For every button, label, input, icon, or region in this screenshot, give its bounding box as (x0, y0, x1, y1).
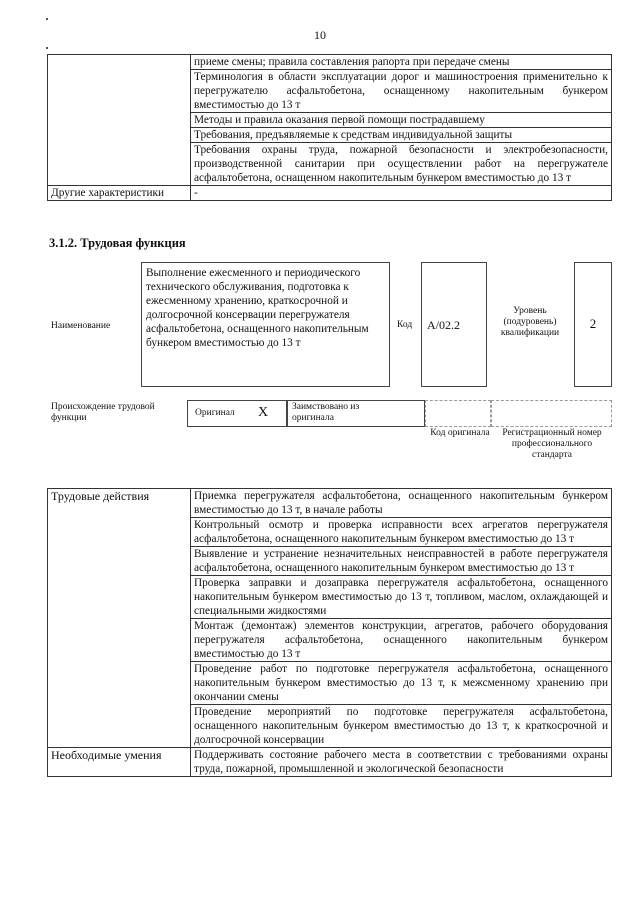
code-original-caption: Код оригинала (430, 428, 490, 438)
page-number: 10 (314, 28, 326, 42)
section-title: 3.1.2. Трудовая функция (49, 236, 186, 250)
row-text: Методы и правила оказания первой помощи пострадавшему (191, 113, 612, 128)
reg-number-box (491, 400, 612, 427)
row-text: Выявление и устранение незначительных неисправностей в работе перегружателя асфальтобетона, оснащенного накопительным бункером вместимостью до 13 т (191, 547, 612, 576)
row-text: - (191, 186, 612, 201)
row-text: Приемка перегружателя асфальтобетона, оснащенного накопительным бункером вместимостью до 13 т, в начале работы (191, 489, 612, 518)
table-row (48, 748, 612, 777)
code-value: A/02.2 (427, 318, 460, 332)
row-text: приеме смены; правила составления рапорта при передаче смены (191, 55, 612, 70)
top-knowledge-table (47, 54, 612, 201)
row-text: Проведение работ по подготовке перегружателя асфальтобетона, оснащенного накопительным бункером вместимостью до 13 т, к межсменному хранению при окончании смены (191, 662, 612, 705)
original-label: Оригинал (195, 408, 235, 418)
table-row (48, 489, 612, 518)
labor-actions-table (47, 488, 612, 777)
code-label: Код (397, 320, 413, 330)
name-label: Наименование (51, 321, 111, 331)
level-label: Уровень (подуровень) квалификации (500, 306, 560, 338)
row-text: Поддерживать состояние рабочего места в соответствии с требованиями охраны труда, пожарной, промышленной и экологической безопасности (191, 748, 612, 777)
row-label: Необходимые умения (48, 748, 191, 777)
original-mark: X (258, 405, 269, 420)
row-text: Терминология в области эксплуатации дорог и машиностроения применительно к перегружателю асфальтобетона, оснащенному накопительным бункером вместимостью до 13 т (191, 70, 612, 113)
row-label: Другие характеристики (48, 186, 191, 201)
row-text: Контрольный осмотр и проверка исправности всех агрегатов перегружателя асфальтобетона, оснащенного накопительным бункером вместимостью до 13 т (191, 518, 612, 547)
scan-mark (46, 18, 48, 20)
table-row (48, 55, 612, 70)
row-label (48, 55, 191, 186)
level-value: 2 (589, 316, 597, 331)
row-text: Требования, предъявляемые к средствам индивидуальной защиты (191, 128, 612, 143)
row-text: Проведение мероприятий по подготовке перегружателя асфальтобетона, оснащенного накопительным бункером вместимостью до 13 т, к краткосрочной и долгосрочной консервации (191, 705, 612, 748)
name-box (141, 262, 390, 387)
row-text: Монтаж (демонтаж) элементов конструкции, агрегатов, рабочего оборудования перегружателя асфальтобетона, оснащенного накопительным бункером вместимостью до 13 т (191, 619, 612, 662)
scan-mark (46, 47, 48, 49)
reg-number-caption: Регистрационный номер профессионального стандарта (502, 428, 602, 460)
code-original-box (425, 400, 491, 427)
table-row (48, 186, 612, 201)
borrowed-label: Заимствовано из оригинала (292, 402, 360, 423)
row-text: Проверка заправки и дозаправка перегружателя асфальтобетона, оснащенного накопительным бункером вместимостью до 13 т, топливом, маслом, охлаждающей и специальными жидкостями (191, 576, 612, 619)
name-value: Выполнение ежесменного и периодического технического обслуживания, подготовка к ежесменному хранению, краткосрочной и долгосрочной консервации перегружателя асфальтобетона, оснащенного накопительным бункером вместимостью до 13 т (146, 267, 369, 349)
row-label: Трудовые действия (48, 489, 191, 748)
row-text: Требования охраны труда, пожарной безопасности и электробезопасности, производственной санитарии при осуществлении работ на перегружателе асфальтобетона, оснащенном накопительным бункером вместимостью до 13 т (191, 143, 612, 186)
origin-label: Происхождение трудовой функции (51, 402, 155, 423)
